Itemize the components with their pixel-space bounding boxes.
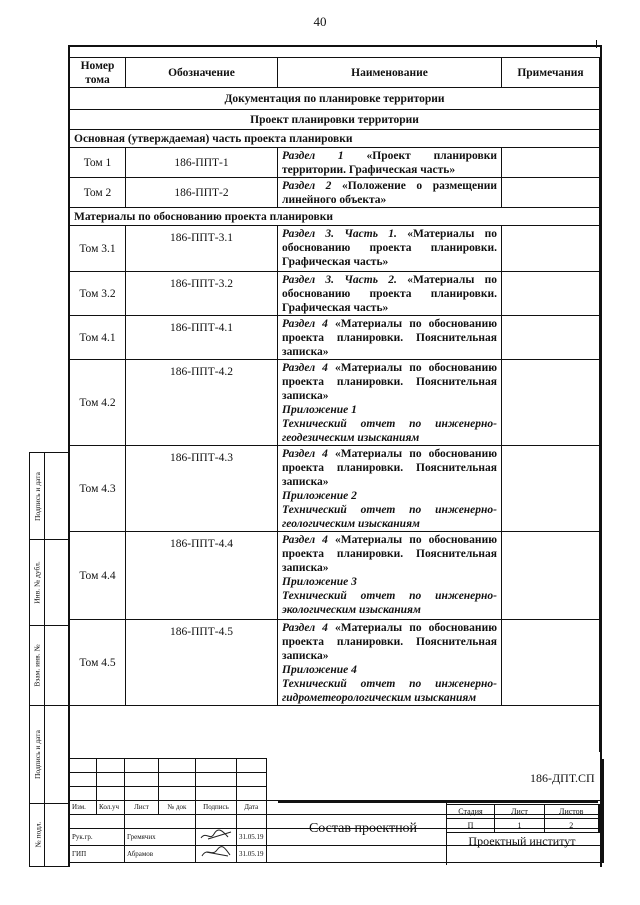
header-name: Наименование bbox=[278, 58, 502, 88]
volume-cell: Том 4.5 bbox=[70, 620, 126, 706]
table-row bbox=[70, 446, 600, 532]
name-cell bbox=[278, 316, 502, 360]
sheet-value: 1 bbox=[495, 819, 545, 833]
section-name: «Проект планировки территории. Графическая часть» bbox=[282, 150, 497, 176]
stamp-col-sign: Подпись bbox=[196, 801, 237, 815]
stamp-col-doc: № док bbox=[159, 801, 196, 815]
stamp-person-name: Абрамов bbox=[125, 846, 196, 863]
stamp-institute: Проектный институт bbox=[468, 834, 576, 848]
stage-value: П bbox=[447, 819, 495, 833]
code-cell: 186-ППТ-2 bbox=[126, 178, 278, 208]
name-cell bbox=[278, 272, 502, 316]
appendix-text: Технический отчет по инженерно-экологическим изысканиям bbox=[282, 590, 497, 616]
stamp-person-name: Гремячих bbox=[125, 829, 196, 846]
name-cell bbox=[278, 360, 502, 446]
appendix-text: Технический отчет по инженерно-геологическим изысканиям bbox=[282, 504, 497, 530]
section-label: Раздел 2 bbox=[282, 180, 332, 192]
table-row bbox=[70, 272, 600, 316]
appendix-label: Приложение 3 bbox=[282, 576, 357, 588]
contents-table bbox=[69, 57, 600, 752]
section-label: Раздел 4 bbox=[282, 534, 328, 546]
notes-cell bbox=[502, 360, 600, 446]
code-cell: 186-ППТ-1 bbox=[126, 148, 278, 178]
volume-cell: Том 4.4 bbox=[70, 532, 126, 620]
section-name: «Положение о размещении линейного объекта» bbox=[282, 180, 497, 206]
notes-cell bbox=[502, 316, 600, 360]
name-cell bbox=[278, 446, 502, 532]
signature-cell bbox=[196, 829, 237, 846]
name-cell bbox=[278, 226, 502, 272]
frame-mark bbox=[596, 40, 597, 48]
stage-table bbox=[446, 804, 600, 833]
signature-image bbox=[198, 829, 234, 841]
name-cell bbox=[278, 532, 502, 620]
stamp-col-sheet: Лист bbox=[125, 801, 159, 815]
header-designation: Обозначение bbox=[126, 58, 278, 88]
signature-cell bbox=[196, 846, 237, 863]
name-cell bbox=[278, 178, 502, 208]
section-name: «Материалы по обоснованию проекта планировки. Графическая часть» bbox=[282, 274, 497, 314]
notes-cell bbox=[502, 178, 600, 208]
volume-cell: Том 1 bbox=[70, 148, 126, 178]
code-cell: 186-ППТ-4.3 bbox=[126, 446, 278, 532]
notes-cell bbox=[502, 226, 600, 272]
table-row bbox=[70, 226, 600, 272]
section-justification: Материалы по обоснованию проекта планировки bbox=[70, 208, 600, 226]
side-label: № подл. bbox=[33, 820, 43, 848]
notes-cell bbox=[502, 148, 600, 178]
notes-cell bbox=[502, 446, 600, 532]
appendix-label: Приложение 1 bbox=[282, 404, 357, 416]
volume-cell: Том 2 bbox=[70, 178, 126, 208]
side-label: Инв. № дубл. bbox=[33, 560, 42, 604]
notes-cell bbox=[502, 272, 600, 316]
code-cell: 186-ППТ-4.1 bbox=[126, 316, 278, 360]
code-cell: 186-ППТ-3.1 bbox=[126, 226, 278, 272]
appendix-text: Технический отчет по инженерно-гидрометеорологическим изысканиям bbox=[282, 678, 497, 704]
signature-image bbox=[198, 846, 234, 858]
volume-cell: Том 3.1 bbox=[70, 226, 126, 272]
name-cell bbox=[278, 620, 502, 706]
stamp-title: Состав проектной bbox=[308, 821, 418, 836]
section-name: «Материалы по обоснованию проекта планировки. Пояснительная записка» bbox=[282, 318, 497, 358]
section-name: «Материалы по обоснованию проекта планировки. Пояснительная записка» bbox=[282, 362, 497, 402]
stamp-col-date: Дата bbox=[237, 801, 267, 815]
sheets-label: Листов bbox=[545, 805, 599, 819]
table-header bbox=[70, 58, 600, 88]
table-row bbox=[70, 316, 600, 360]
notes-cell bbox=[502, 532, 600, 620]
header-notes: Примечания bbox=[502, 58, 600, 88]
section-label: Раздел 1 bbox=[282, 150, 344, 162]
section-label: Раздел 4 bbox=[282, 448, 328, 460]
stamp-role: ГИП bbox=[70, 846, 125, 863]
stamp-date: 31.05.19 bbox=[237, 846, 267, 863]
stamp-date: 31.05.19 bbox=[237, 829, 267, 846]
side-label: Подпись и дата bbox=[33, 729, 42, 779]
header-volume: Номер тома bbox=[70, 58, 126, 88]
code-cell: 186-ППТ-4.2 bbox=[126, 360, 278, 446]
table-row bbox=[70, 148, 600, 178]
sheets-value: 2 bbox=[545, 819, 599, 833]
document-title: Документация по планировке территории bbox=[70, 88, 600, 110]
empty-row bbox=[70, 706, 600, 752]
sheet-label: Лист bbox=[495, 805, 545, 819]
name-cell bbox=[278, 148, 502, 178]
section-main-part: Основная (утверждаемая) часть проекта планировки bbox=[70, 130, 600, 148]
section-name: «Материалы по обоснованию проекта планировки. Пояснительная записка» bbox=[282, 622, 497, 662]
table-row bbox=[70, 360, 600, 446]
stamp-role: Рук.гр. bbox=[70, 829, 125, 846]
project-subtitle: Проект планировки территории bbox=[70, 110, 600, 130]
code-cell: 186-ППТ-3.2 bbox=[126, 272, 278, 316]
appendix-label: Приложение 2 bbox=[282, 490, 357, 502]
section-name: «Материалы по обоснованию проекта планировки. Графическая часть» bbox=[282, 228, 497, 268]
appendix-label: Приложение 4 bbox=[282, 664, 357, 676]
side-strip bbox=[29, 452, 70, 867]
stage-label: Стадия bbox=[447, 805, 495, 819]
code-cell: 186-ППТ-4.4 bbox=[126, 532, 278, 620]
stamp-col-count: Кол.уч bbox=[97, 801, 125, 815]
side-label: Взам. инв. № bbox=[33, 643, 43, 687]
volume-cell: Том 4.1 bbox=[70, 316, 126, 360]
code-cell: 186-ППТ-4.5 bbox=[126, 620, 278, 706]
table-row bbox=[70, 620, 600, 706]
table-row bbox=[70, 532, 600, 620]
page-number: 40 bbox=[313, 14, 327, 29]
notes-cell bbox=[502, 620, 600, 706]
section-label: Раздел 3. Часть 1. bbox=[282, 228, 397, 240]
side-label: Подпись и дата bbox=[33, 471, 42, 521]
document-code: 186-ДПТ.СП bbox=[530, 771, 595, 785]
section-name: «Материалы по обоснованию проекта планировки. Пояснительная записка» bbox=[282, 448, 497, 488]
stamp-divider bbox=[278, 801, 598, 803]
section-label: Раздел 4 bbox=[282, 362, 328, 374]
section-name: «Материалы по обоснованию проекта планировки. Пояснительная записка» bbox=[282, 534, 497, 574]
volume-cell: Том 4.3 bbox=[70, 446, 126, 532]
volume-cell: Том 3.2 bbox=[70, 272, 126, 316]
volume-cell: Том 4.2 bbox=[70, 360, 126, 446]
appendix-text: Технический отчет по инженерно-геодезическим изысканиям bbox=[282, 418, 497, 444]
stamp-col-change: Изм. bbox=[70, 801, 97, 815]
section-label: Раздел 4 bbox=[282, 318, 328, 330]
table-row bbox=[70, 178, 600, 208]
section-label: Раздел 4 bbox=[282, 622, 328, 634]
section-label: Раздел 3. Часть 2. bbox=[282, 274, 397, 286]
